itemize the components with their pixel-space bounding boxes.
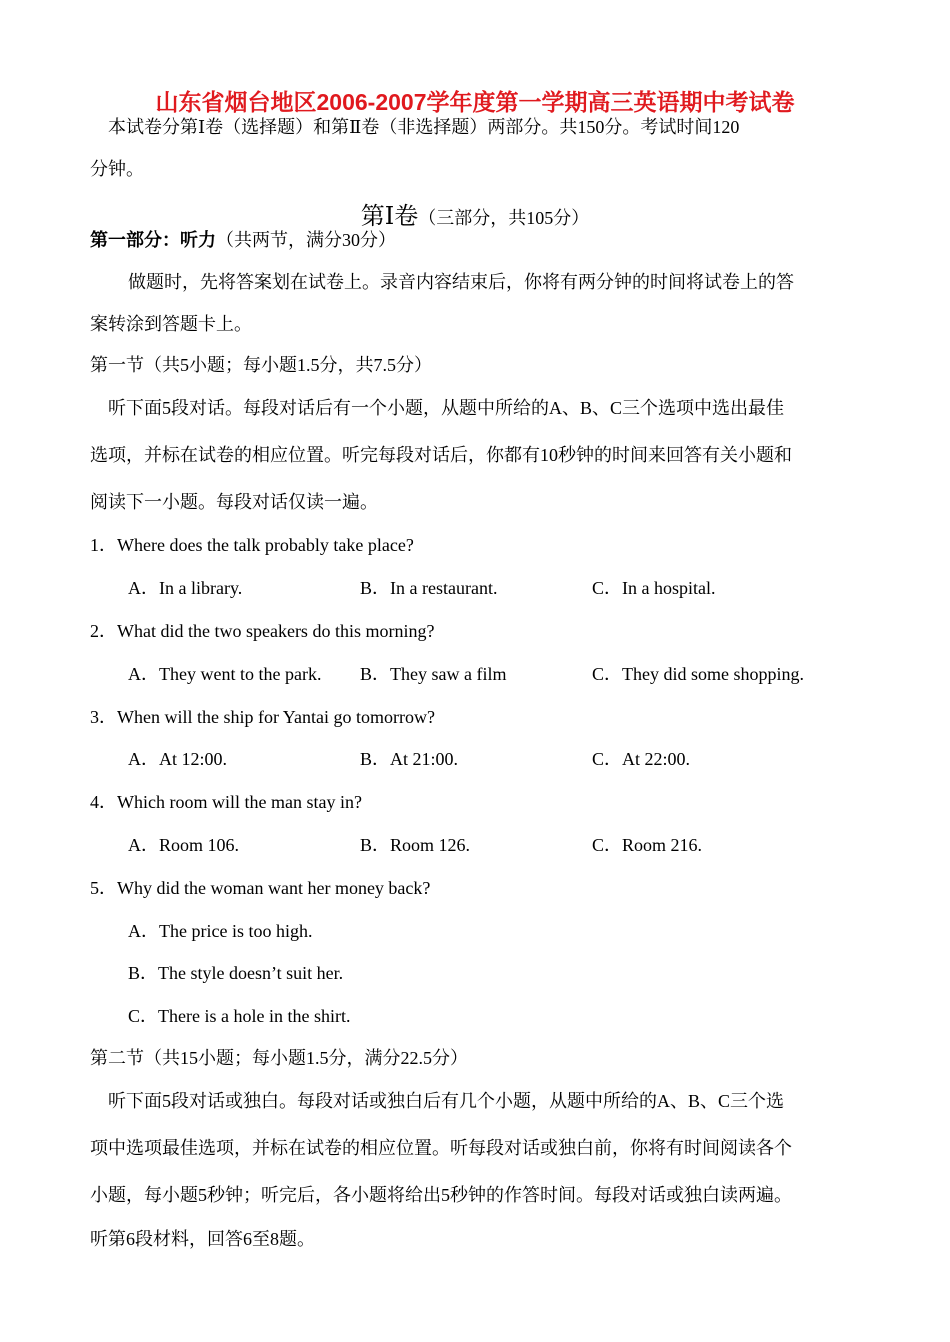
intro-line-2: 分钟。 [90, 159, 144, 179]
option-c: C．They did some shopping. [592, 664, 804, 684]
option-c: C．There is a hole in the shirt. [128, 1006, 351, 1026]
option-c: C．Room 216. [592, 835, 703, 855]
part1-note: （共两节，满分30分） [216, 230, 396, 250]
section1-heading: 第一节（共5小题；每小题1.5分，共7.5分） [90, 355, 432, 375]
option-b: B．At 21:00. [360, 749, 459, 769]
option-b: B．They saw a film [360, 664, 507, 684]
section1-instruction-line-1: 听下面5段对话。每段对话后有一个小题，从题中所给的A、B、C三个选项中选出最佳 [108, 398, 785, 418]
option-a: A．In a library. [128, 578, 243, 598]
section1-instruction-line-2: 选项，并标在试卷的相应位置。听完每段对话后，你都有10秒钟的时间来回答有关小题和 [90, 445, 792, 465]
volume-heading [0, 196, 950, 231]
part1-instruction-line-1: 做题时，先将答案划在试卷上。录音内容结束后，你将有两分钟的时间将试卷上的答 [128, 272, 794, 292]
section2-instruction-line-2: 项中选项最佳选项，并标在试卷的相应位置。听每段对话或独白前，你将有时间阅读各个 [90, 1138, 792, 1158]
question-stem: 5．Why did the woman want her money back? [90, 878, 431, 898]
option-a: A．At 12:00. [128, 749, 227, 769]
section2-heading: 第二节（共15小题；每小题1.5分，满分22.5分） [90, 1048, 468, 1068]
part1-name: 第一部分：听力 [90, 230, 216, 250]
question-stem: 4．Which room will the man stay in? [90, 792, 362, 812]
option-b: B．The style doesn’t suit her. [128, 963, 344, 983]
volume-name: 第Ⅰ卷 [360, 204, 419, 230]
option-b: B．In a restaurant. [360, 578, 498, 598]
part1-heading [90, 227, 396, 253]
volume-note: （三部分，共105分） [418, 208, 590, 228]
option-c: C．In a hospital. [592, 578, 716, 598]
question-stem: 1．Where does the talk probably take place? [90, 535, 414, 555]
intro-line-1: 本试卷分第Ⅰ卷（选择题）和第Ⅱ卷（非选择题）两部分。共150分。考试时间120 [108, 117, 740, 137]
section2-instruction-line-1: 听下面5段对话或独白。每段对话或独白后有几个小题，从题中所给的A、B、C三个选 [108, 1091, 785, 1111]
section2-instruction-line-3: 小题，每小题5秒钟；听完后，各小题将给出5秒钟的作答时间。每段对话或独白读两遍。 [90, 1185, 792, 1205]
exam-title: 山东省烟台地区2006-2007学年度第一学期高三英语期中考试卷 [155, 89, 795, 115]
section2-instruction-line-4: 听第6段材料，回答6至8题。 [90, 1229, 315, 1249]
section1-instruction-line-3: 阅读下一小题。每段对话仅读一遍。 [90, 492, 378, 512]
question-stem: 3．When will the ship for Yantai go tomorrow? [90, 707, 435, 727]
option-c: C．At 22:00. [592, 749, 691, 769]
option-a: A．The price is too high. [128, 921, 313, 941]
part1-instruction-line-2: 案转涂到答题卡上。 [90, 314, 252, 334]
option-a: A．They went to the park. [128, 664, 322, 684]
question-stem: 2．What did the two speakers do this morning? [90, 621, 435, 641]
option-b: B．Room 126. [360, 835, 471, 855]
option-a: A．Room 106. [128, 835, 240, 855]
